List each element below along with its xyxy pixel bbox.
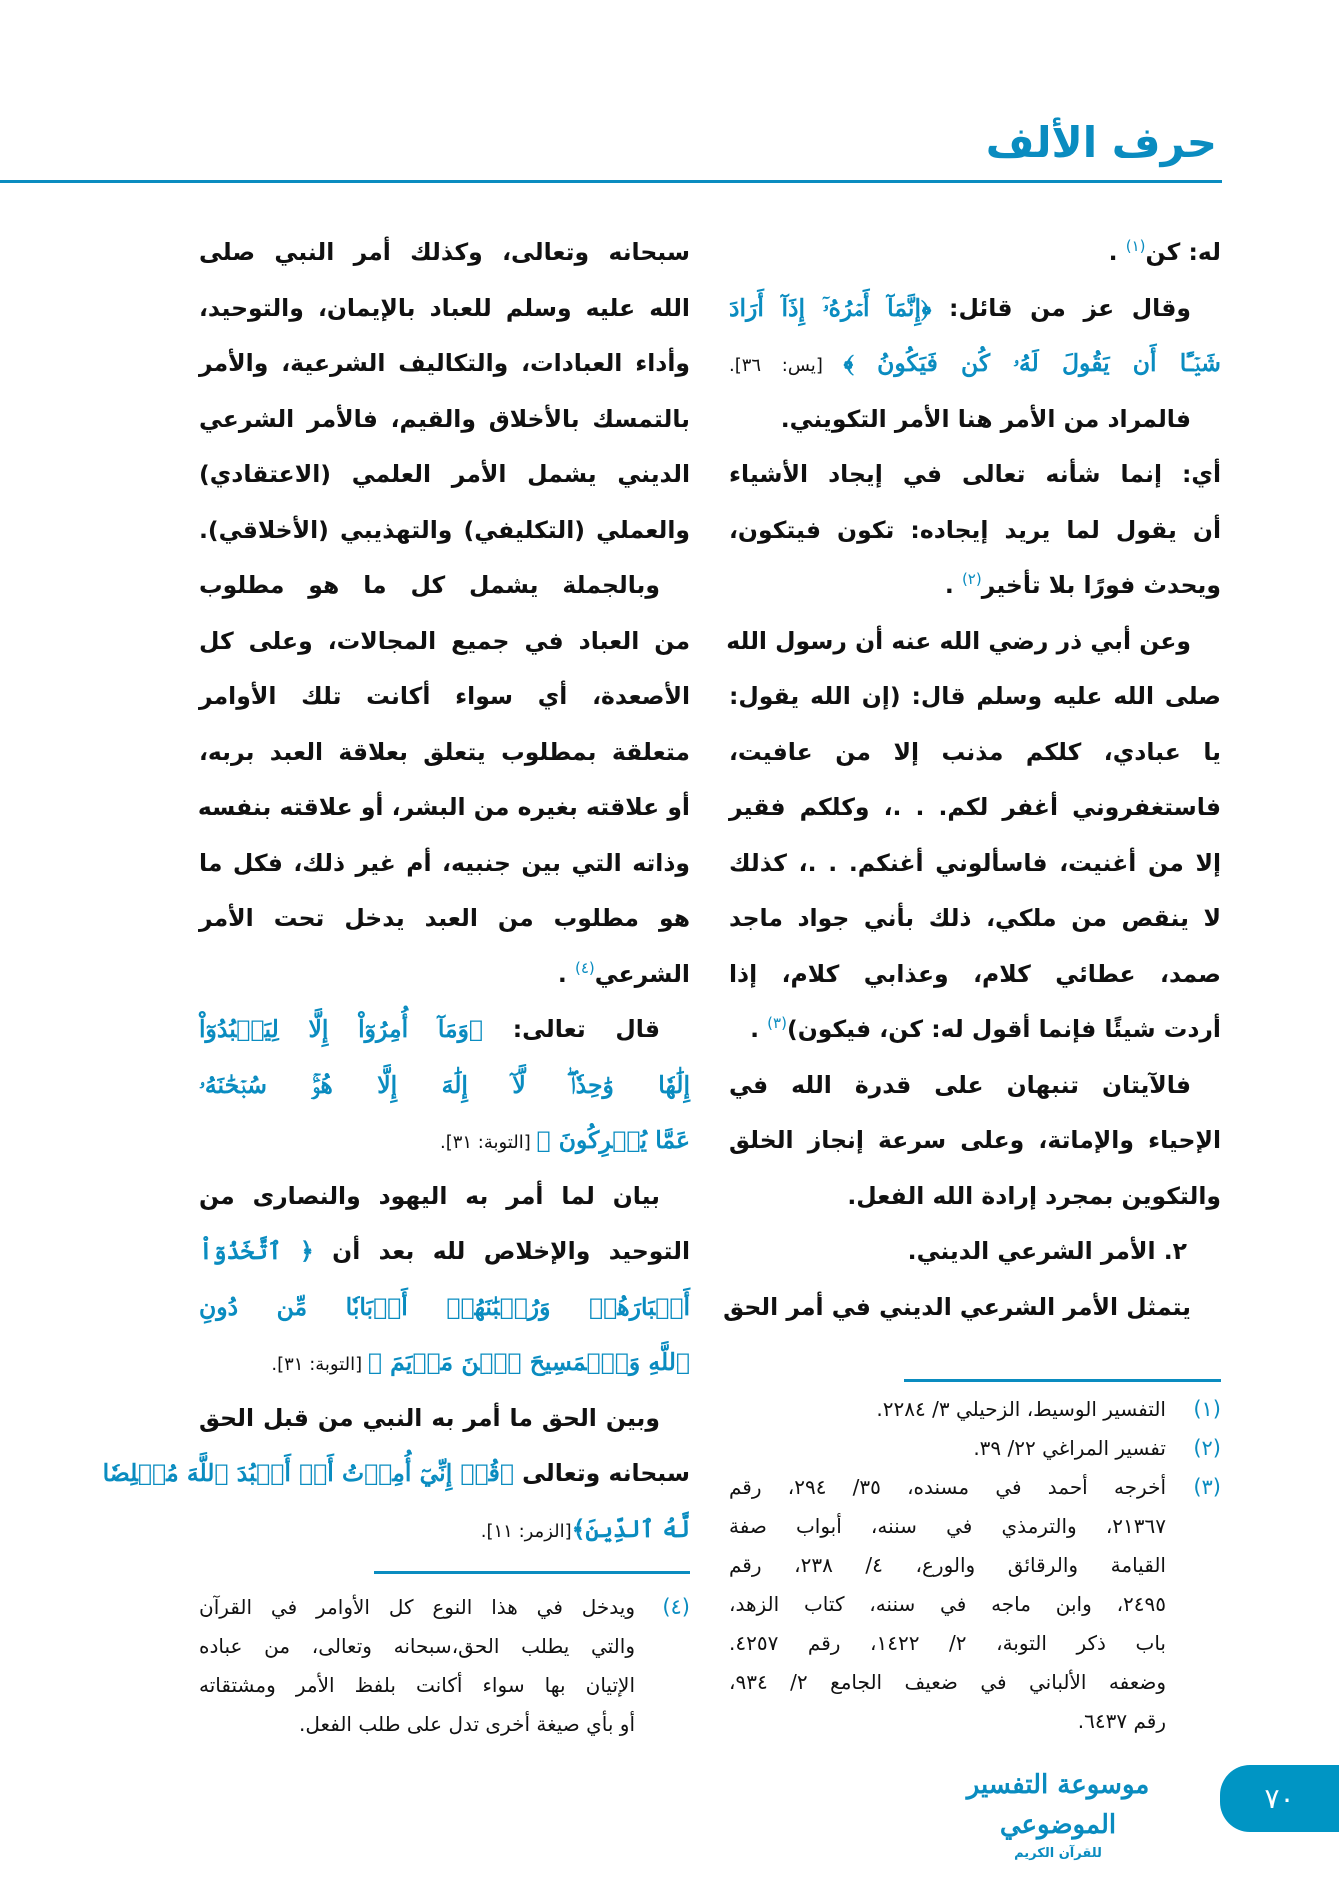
page-number-badge [1220, 1765, 1339, 1832]
text-line [199, 1002, 690, 1058]
footnote-line: تفسير المراغي ٢٢/ ٣٩. [973, 1436, 1166, 1460]
body-text: أردت شيئًا فإنما أقول له: كن، فيكون) [786, 1015, 1221, 1043]
text-line [199, 392, 690, 448]
body-text: سبحانه وتعالى [513, 1459, 690, 1487]
footnote-marker: (٤) [574, 958, 595, 977]
text-line [199, 558, 690, 614]
verse-reference: [التوبة: ٣١]. [271, 1354, 368, 1375]
page-number: ٧٠ [1264, 1782, 1295, 1815]
footnote [729, 1429, 1221, 1468]
footnote-number: (٢) [1193, 1436, 1221, 1460]
body-text: فاستغفروني أغفر لكم. . .، وكلكم فقير [729, 793, 1221, 821]
footnote [729, 1390, 1221, 1429]
quran-verse: أَحۡبَارَهُمۡ وَرُهۡبَٰنَهُمۡ أَرۡبَابٗا مِّن دُونِ [199, 1292, 690, 1321]
text-line [729, 225, 1221, 281]
text-line [102, 1446, 690, 1502]
text-line [729, 725, 1221, 781]
text-line [729, 1058, 1221, 1114]
footnote-number: (١) [1193, 1397, 1221, 1421]
text-line [729, 780, 1221, 836]
text-line [729, 392, 1221, 448]
footnote-line: ٢٤٩٥، وابن ماجه في سننه، كتاب الزهد، [729, 1592, 1166, 1616]
text-line [199, 1224, 690, 1280]
verse-reference: [الزمر: ١١]. [480, 1520, 572, 1542]
quran-verse: ﴿قُلۡ إِنِّيٓ أُمِرۡتُ أَنۡ أَعۡبُدَ ٱللَّهَ مُخۡلِصٗا [102, 1459, 514, 1487]
body-text: لا ينقص من ملكي، ذلك بأني جواد ماجد [729, 904, 1221, 932]
body-text: فالمراد من الأمر هنا الأمر التكويني. [780, 404, 1191, 433]
footnote-line: والتي يطلب الحق،سبحانه وتعالى، من عباده [199, 1634, 635, 1658]
footnote-rule-right [904, 1379, 1221, 1382]
series-logo [934, 1765, 1182, 1863]
body-text: أن يقول لما يريد إيجاده: تكون فيتكون، [729, 515, 1221, 544]
footnote-line: التفسير الوسيط، الزحيلي ٣/ ٢٢٨٤. [876, 1397, 1166, 1421]
verse-reference: [يس: ٣٦]. [729, 355, 844, 376]
body-text: وقال عز من قائل: [931, 293, 1191, 322]
text-line [199, 669, 690, 725]
text-line [199, 447, 690, 503]
body-text: التوحيد والإخلاص لله بعد أن [313, 1237, 690, 1265]
body-text: . [557, 959, 575, 988]
text-line [729, 947, 1221, 1003]
body-text: وبالجملة يشمل كل ما هو مطلوب [199, 571, 660, 599]
body-text: قال تعالى: [483, 1015, 660, 1043]
body-text: والتكوين بمجرد إرادة الله الفعل. [847, 1181, 1221, 1210]
quran-verse: ﴿ ٱتَّخَذُوٓاْ [199, 1237, 314, 1265]
body-text: . [1108, 238, 1126, 266]
body-text: الديني يشمل الأمر العلمي (الاعتقادي) [199, 460, 690, 488]
body-text: الإحياء والإماتة، وعلى سرعة إنجاز الخلق [729, 1126, 1221, 1154]
footnote-line: القيامة والرقائق والورع، ٤/ ٢٣٨، رقم [729, 1553, 1166, 1577]
body-text: يا عبادي، كلكم مذنب إلا من عافيت، [729, 737, 1221, 766]
text-line [199, 1502, 690, 1558]
body-text: صلى الله عليه وسلم قال: (إن الله يقول: [729, 682, 1221, 710]
body-text: صمد، عطائي كلام، وعذابي كلام، إذا [729, 959, 1221, 988]
text-line [729, 558, 1221, 614]
text-line [199, 891, 690, 947]
body-text: . [750, 1015, 768, 1043]
quran-verse: ﴿وَمَآ أُمِرُوٓاْ إِلَّا لِيَعۡبُدُوٓاْ [199, 1015, 484, 1043]
text-line [729, 1002, 1221, 1058]
body-text: هو مطلوب من العبد يدخل تحت الأمر [199, 904, 690, 932]
footnote-marker: (٣) [767, 1014, 787, 1033]
text-line [199, 1280, 690, 1336]
text-line [729, 836, 1221, 892]
text-line [199, 1113, 690, 1169]
footnote-line: الإتيان بها سواء أكانت بلفظ الأمر ومشتقاته [199, 1673, 635, 1697]
body-text: الشرعي [594, 959, 690, 988]
body-text: ٢. الأمر الشرعي الديني. [907, 1237, 1187, 1265]
text-line [729, 1169, 1221, 1225]
footnote-rule-left [374, 1571, 690, 1574]
body-text: إلا من أغنيت، فاسألوني أغنكم. . .، كذلك [729, 848, 1221, 877]
body-text: متعلقة بمطلوب يتعلق بعلاقة العبد بربه، [199, 737, 690, 766]
text-line [729, 1113, 1221, 1169]
text-line [729, 447, 1221, 503]
text-line [199, 836, 690, 892]
text-line [729, 281, 1221, 337]
text-line [199, 281, 690, 337]
body-text: وعن أبي ذر رضي الله عنه أن رسول الله [726, 626, 1191, 655]
text-line [199, 947, 690, 1003]
body-text: وبين الحق ما أمر به النبي من قبل الحق [199, 1403, 660, 1432]
left-column [102, 225, 690, 1557]
quran-verse: عَمَّا يُشۡرِكُونَ ﴾ [536, 1126, 690, 1154]
body-text: الله عليه وسلم للعباد بالإيمان، والتوحيد، [199, 293, 690, 322]
body-text: وأداء العبادات، والتكاليف الشرعية، والأمر [199, 349, 690, 377]
text-line [729, 503, 1221, 559]
body-text: له: كن [1145, 238, 1221, 266]
quran-verse: ٱللَّهِ وَٱلۡمَسِيحَ ٱبۡنَ مَرۡيَمَ ﴾ [367, 1348, 690, 1376]
text-line [726, 614, 1221, 670]
text-line [729, 891, 1221, 947]
body-text: بالتمسك بالأخلاق والقيم، فالأمر الشرعي [199, 404, 690, 433]
footnote-line: وضعفه الألباني في ضعيف الجامع ٢/ ٩٣٤، [729, 1670, 1166, 1694]
text-line [199, 503, 690, 559]
text-line [199, 614, 690, 670]
footnote-marker: (٢) [961, 570, 982, 589]
text-line [729, 336, 1221, 392]
footnote-marker: (١) [1125, 237, 1146, 256]
footnotes-left [199, 1588, 690, 1744]
text-line [199, 1391, 690, 1447]
text-line [199, 225, 690, 281]
body-text: بيان لما أمر به اليهود والنصارى من [199, 1181, 660, 1210]
body-text: ويحدث فورًا بلا تأخير [981, 571, 1221, 599]
footnote-line: رقم ٦٤٣٧. [1077, 1709, 1166, 1733]
body-text: أو علاقته بغيره من البشر، أو علاقته بنفسه [197, 793, 690, 821]
text-line [199, 1335, 690, 1391]
footnote-number: (٣) [1193, 1475, 1221, 1499]
body-text: والعملي (التكليفي) والتهذيبي (الأخلاقي). [199, 515, 690, 544]
footnote [729, 1468, 1221, 1741]
footnote-line: أخرجه أحمد في مسنده، ٣٥/ ٢٩٤، رقم [729, 1475, 1166, 1499]
text-line [199, 336, 690, 392]
section-heading [729, 1224, 1221, 1280]
text-line [729, 669, 1221, 725]
quran-verse: ﴿إِنَّمَآ أَمۡرُهُۥٓ إِذَآ أَرَادَ [729, 293, 932, 322]
body-text: يتمثل الأمر الشرعي الديني في أمر الحق [723, 1292, 1191, 1321]
footnote-line: ويدخل في هذا النوع كل الأوامر في القرآن [199, 1595, 635, 1619]
footnote-number: (٤) [662, 1595, 690, 1619]
text-line [199, 1169, 690, 1225]
logo-sub-text: للقرآن الكريم [1014, 1846, 1102, 1861]
right-column [723, 225, 1221, 1335]
verse-reference: [التوبة: ٣١]. [439, 1132, 537, 1153]
text-line [199, 780, 690, 836]
body-text: . [944, 571, 962, 599]
text-line [199, 725, 690, 781]
footnote-line: ٢١٣٦٧، والترمذي في سننه، أبواب صفة [729, 1514, 1166, 1538]
body-text: الأصعدة، أي سواء أكانت تلك الأوامر [199, 682, 690, 710]
chapter-title: حرف الألف [985, 118, 1217, 167]
footnote [199, 1588, 690, 1744]
body-text: سبحانه وتعالى، وكذلك أمر النبي صلى [199, 238, 690, 266]
footnote-line: أو بأي صيغة أخرى تدل على طلب الفعل. [299, 1712, 635, 1736]
quran-verse: شَيۡـًٔا أَن يَقُولَ لَهُۥ كُن فَيَكُونُ ﴾ [843, 349, 1221, 377]
text-line [199, 1058, 690, 1114]
footnotes-right [729, 1390, 1221, 1741]
body-text: وذاته التي بين جنبيه، أم غير ذلك، فكل ما [199, 848, 690, 877]
header-rule [0, 180, 1222, 183]
text-line [723, 1280, 1221, 1336]
body-text: من العباد في جميع المجالات، وعلى كل [199, 626, 690, 655]
logo-main-text: موسوعة التفسير الموضوعي [966, 1770, 1150, 1840]
body-text: أي: إنما شأنه تعالى في إيجاد الأشياء [729, 460, 1221, 488]
quran-verse: لَّهُ ٱلدِّينَ﴾ [571, 1514, 690, 1543]
quran-verse: إِلَٰهٗا وَٰحِدٗاۖ لَّآ إِلَٰهَ إِلَّا هُوَۚ سُبۡحَٰنَهُۥ [199, 1070, 690, 1099]
footnote-line: باب ذكر التوبة، ٢/ ١٤٢٢، رقم ٤٢٥٧. [729, 1631, 1166, 1655]
body-text: فالآيتان تنبهان على قدرة الله في [729, 1070, 1191, 1099]
